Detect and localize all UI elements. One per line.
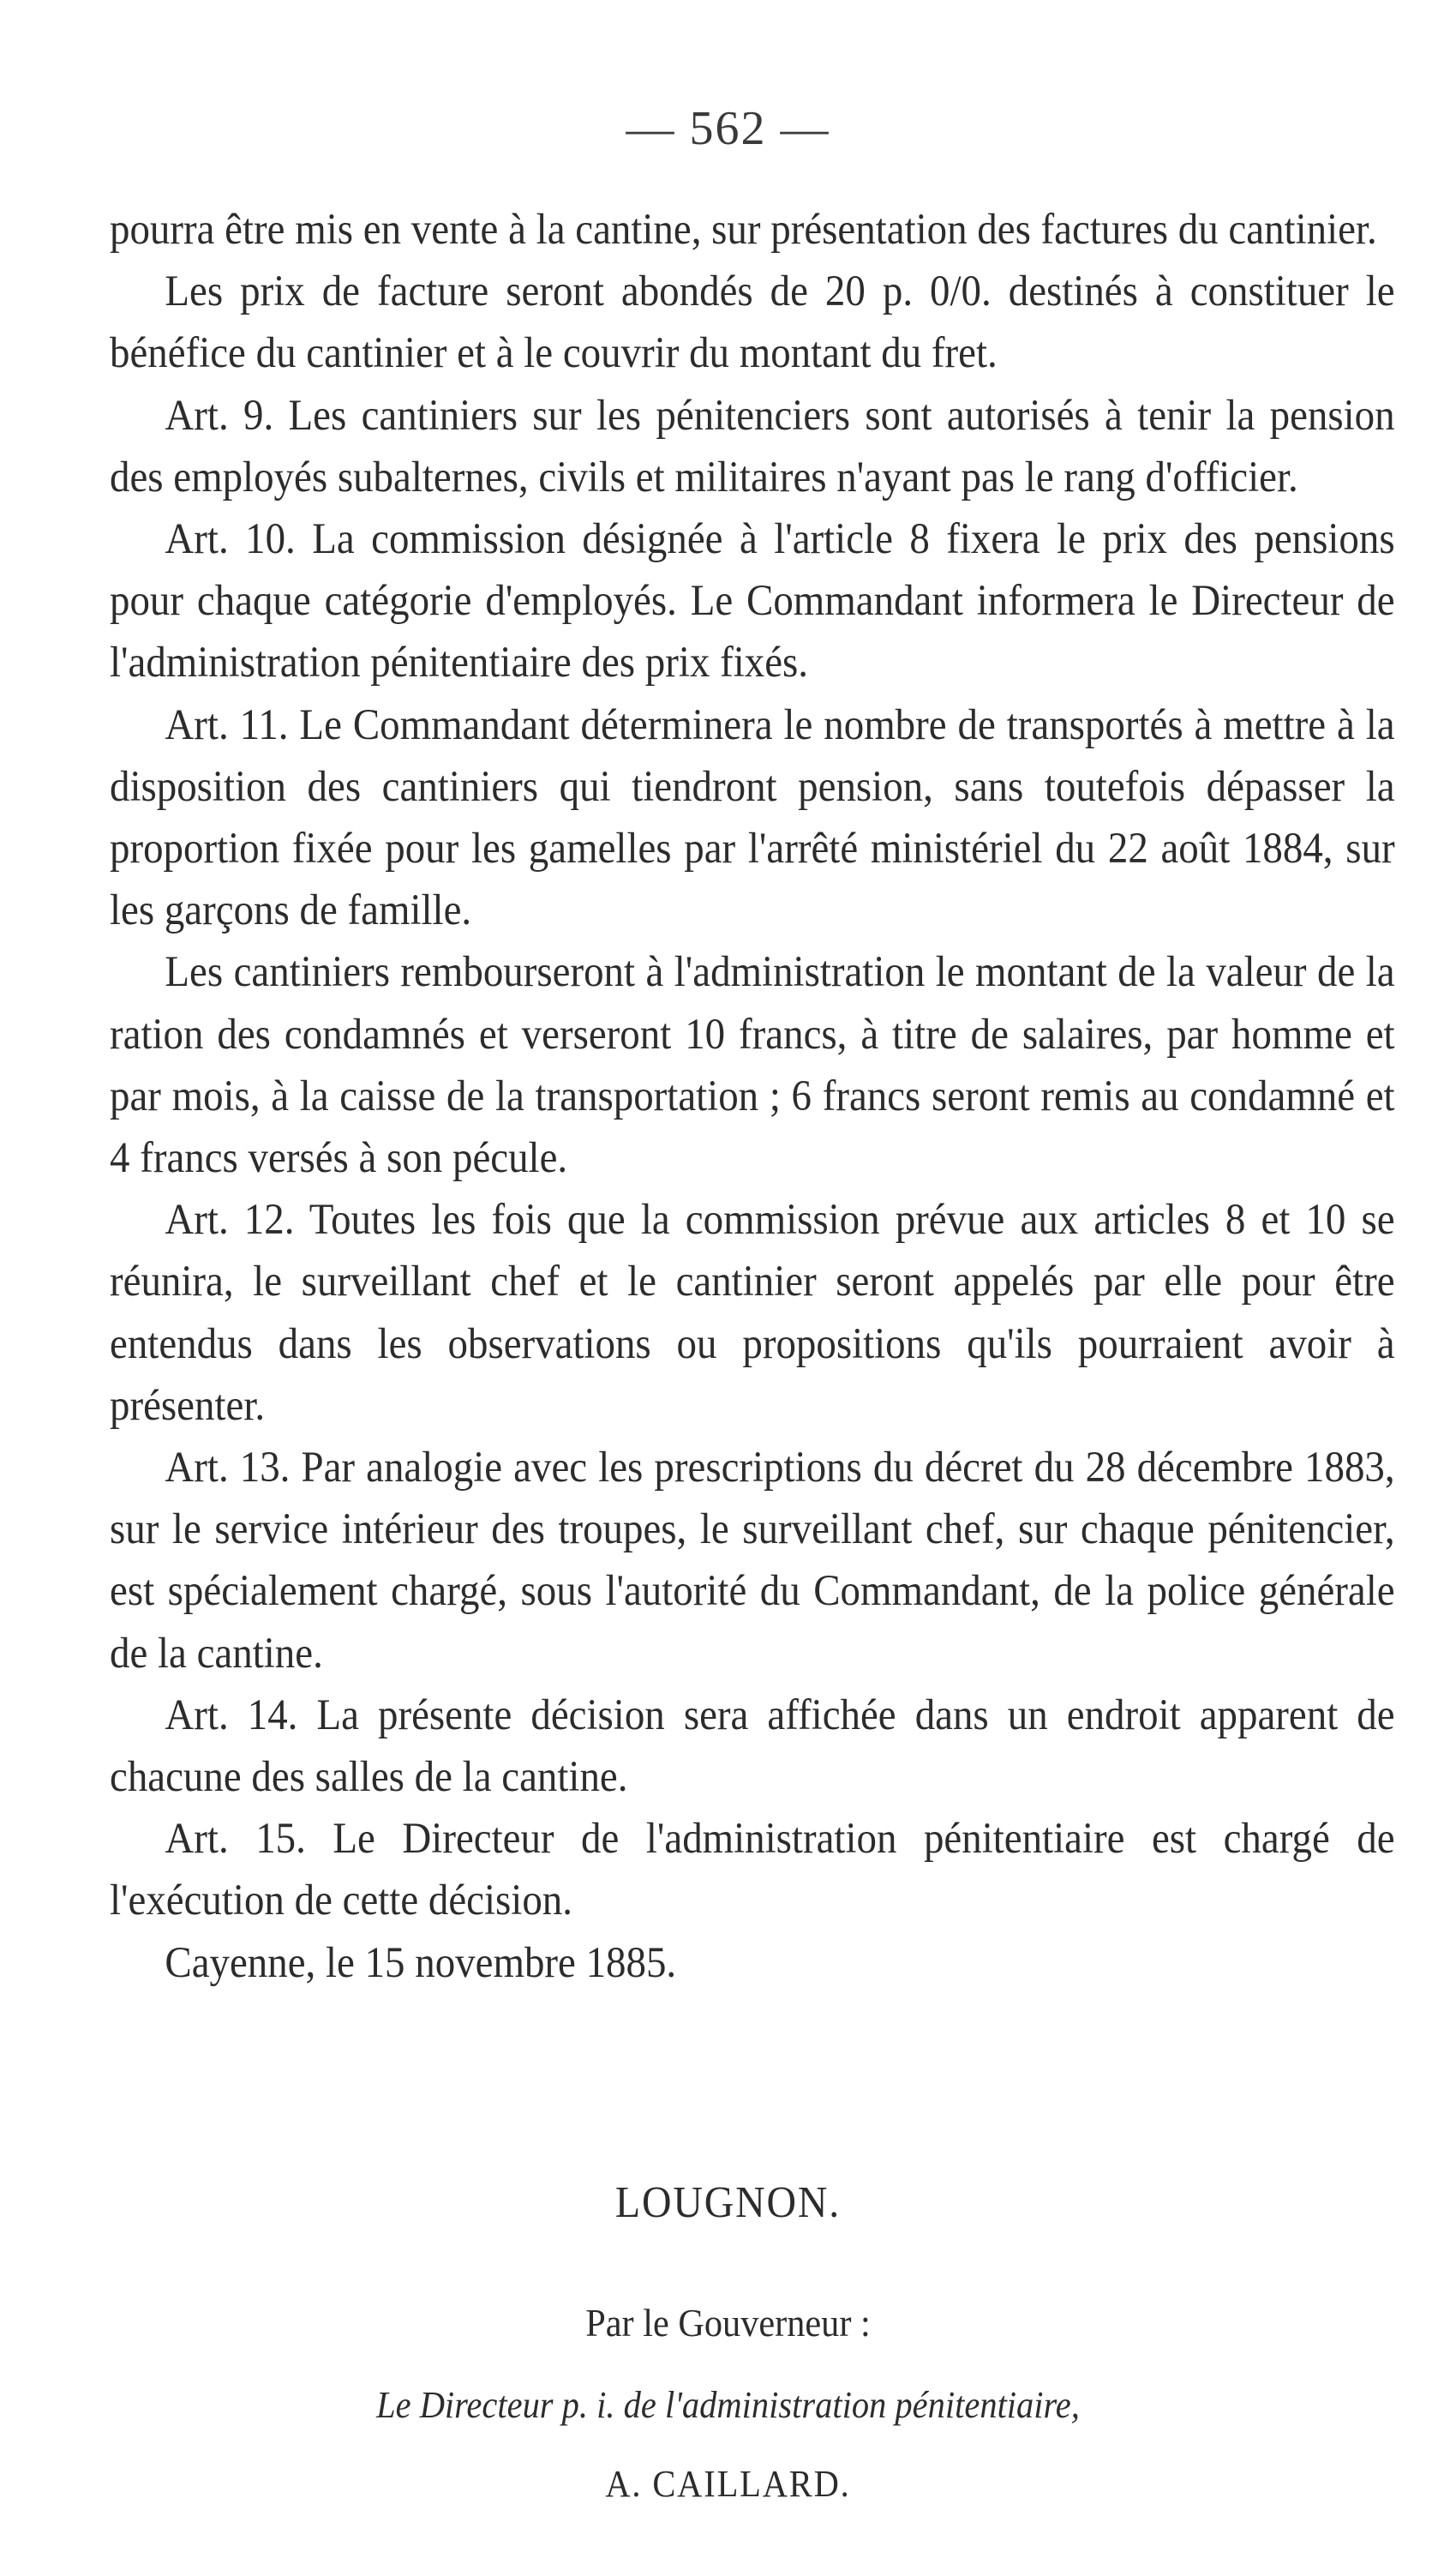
paragraph-article-9: Art. 9. Les cantiniers sur les pénitenciers sont autorisés à tenir la pension des employés subalternes, civils et militaires n'ayant pas le rang d'officier. <box>110 391 1395 501</box>
body-text <box>110 199 1395 1994</box>
paragraph-prices: Les prix de facture seront abondés de 20 p. 0/0. destinés à constituer le bénéfice du cantinier et à le couvrir du montant du fret. <box>110 267 1395 378</box>
paragraph-article-13: Art. 13. Par analogie avec les prescriptions du décret du 28 décembre 1883, sur le service intérieur des troupes, le surveillant chef, sur chaque pénitencier, est spécialement chargé, sous l'autorité du Commandant, de la police générale de la cantine. <box>110 1444 1395 1678</box>
paragraph-article-14: Art. 14. La présente décision sera affichée dans un endroit apparent de chacune des salles de la cantine. <box>110 1690 1395 1802</box>
signature-governor: LOUGNON. <box>614 2178 842 2227</box>
director-name: A. CAILLARD. <box>605 2463 851 2505</box>
paragraph-reimbursement: Les cantiniers rembourseront à l'administration le montant de la valeur de la ration des condamnés et verseront 10 francs, à titre de salaires, par homme et par mois, à la caisse de la transportation ; 6 francs seront remis au condamné et 4 francs versés à son pécule. <box>110 948 1395 1183</box>
page-number: — 562 — <box>626 102 830 155</box>
paragraph-article-10: Art. 10. La commission désignée à l'article 8 fixera le prix des pensions pour chaque catégorie d'employés. Le Commandant informera le Directeur de l'administration pénitentiaire des prix fixés. <box>110 515 1395 688</box>
paragraph-continuation: pourra être mis en vente à la cantine, sur présentation des factures du cantinier. <box>110 206 1377 254</box>
paragraph-article-11: Art. 11. Le Commandant déterminera le nombre de transportés à mettre à la disposition des cantiniers qui tiendront pension, sans toutefois dépasser la proportion fixée pour les gamelles par l'arrêté ministériel du 22 août 1884, sur les garçons de famille. <box>110 700 1395 935</box>
director-title: Le Directeur p. i. de l'administration pénitentiaire, <box>376 2384 1080 2426</box>
paragraph-article-12: Art. 12. Toutes les fois que la commission prévue aux articles 8 et 10 se réunira, le surveillant chef et le cantinier seront appelés par elle pour être entendus dans les observations ou propositions qu'ils pourraient avoir à présenter. <box>110 1196 1395 1430</box>
paragraph-article-15: Art. 15. Le Directeur de l'administration pénitentiaire est chargé de l'exécution de cette décision. <box>110 1815 1395 1925</box>
paragraph-place-date: Cayenne, le 15 novembre 1885. <box>165 1938 677 1987</box>
by-line: Par le Gouverneur : <box>585 2301 871 2345</box>
